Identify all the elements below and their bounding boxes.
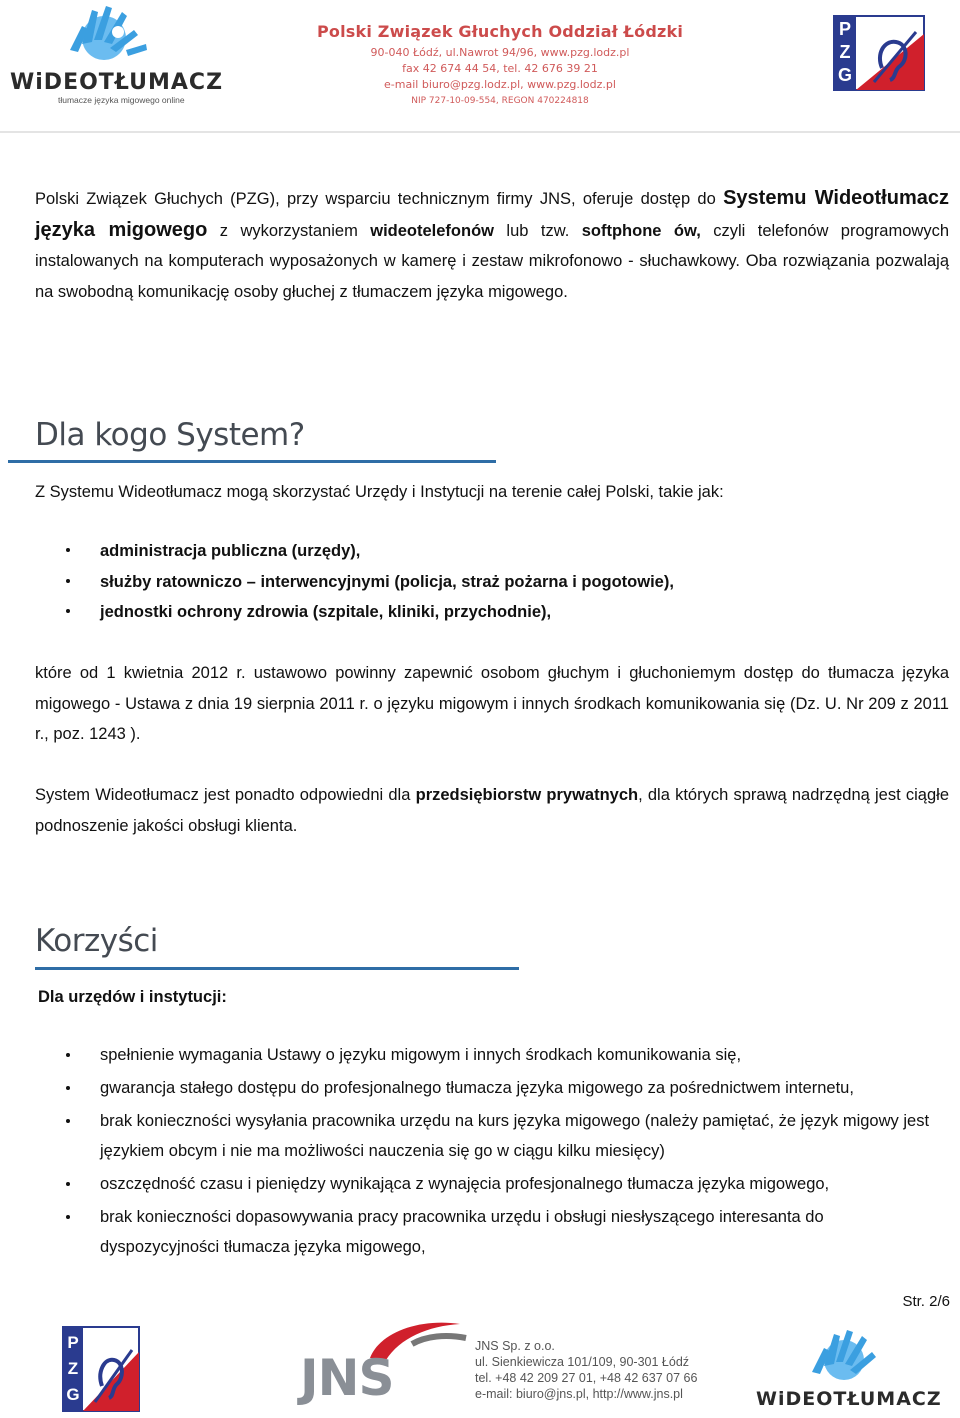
intro-system-name: Systemu Wideotłumacz języka migowego xyxy=(35,187,949,241)
wideotlumacz-wordmark: WiDEOTŁUMACZ xyxy=(756,1388,942,1410)
page-number: Str. 2/6 xyxy=(902,1293,950,1310)
private-companies-bold: przedsiębiorstw prywatnych xyxy=(415,786,639,804)
pzg-logo-letters: PZG xyxy=(837,19,852,85)
list-item-text: brak konieczności wysyłania pracownika urzędu na kurs języka migowego (należy pamiętać, że język migowy jest językiem obcym i nie ma możliwości nauczenia się go w ciągu kilku miesięcy) xyxy=(100,1112,930,1160)
heading-underline xyxy=(8,460,496,463)
section-heading-for-whom: Dla kogo System? xyxy=(35,417,305,453)
bullet-icon xyxy=(66,1182,70,1186)
list-item-text: brak konieczności dopasowywania pracy pracownika urzędu i obsługi niesłyszącego interesanta do dyspozycyjności tłumacza języka migowego, xyxy=(100,1208,824,1256)
section1-lead: Z Systemu Wideotłumacz mogą skorzystać Urzędy i Instytucji na terenie całej Polski, takie jak: xyxy=(35,483,724,501)
list-item-text: służby ratowniczo – interwencyjnymi (policja, straż pożarna i pogotowie), xyxy=(100,572,674,591)
bullet-icon xyxy=(66,609,70,613)
law-paragraph: które od 1 kwietnia 2012 r. ustawowo powinny zapewnić osobom głuchym i głuchoniemym dostęp do tłumacza języka migowego - Ustawa z dnia 19 sierpnia 2011 r. o języku migowym i innych środkach komunikowania się (Dz. U. Nr 209 z 2011 r., poz. 1243 ). xyxy=(35,664,949,743)
institutions-list xyxy=(66,536,936,628)
bullet-icon xyxy=(66,1119,70,1123)
pzg-logo xyxy=(832,14,926,92)
jns-phones: tel. +48 42 209 27 01, +48 42 637 07 66 xyxy=(475,1371,698,1385)
bullet-icon xyxy=(66,548,70,552)
benefits-subheading: Dla urzędów i instytucji: xyxy=(38,988,227,1006)
private-text-1: System Wideotłumacz jest ponadto odpowiedni dla xyxy=(35,786,416,804)
org-name: Polski Związek Głuchych Oddział Łódzki xyxy=(316,22,684,41)
list-item-text: administracja publiczna (urzędy), xyxy=(100,542,361,560)
jns-company: JNS Sp. z o.o. xyxy=(475,1339,555,1353)
pzg-logo-letters: PZG xyxy=(66,1333,80,1404)
intro-text-2: z wykorzystaniem xyxy=(207,221,371,240)
private-text-2: , dla których sprawą nadrzędną jest ciągłe podnoszenie jakości obsługi klienta. xyxy=(35,786,949,835)
private-companies-paragraph xyxy=(35,780,949,841)
header-divider xyxy=(0,131,960,133)
list-item xyxy=(66,567,936,598)
list-item xyxy=(66,1040,936,1070)
section-heading-benefits: Korzyści xyxy=(35,923,158,959)
org-address: 90-040 Łódź, ul.Nawrot 94/96, www.pzg.lodz.pl xyxy=(370,46,630,59)
list-item-text: jednostki ochrony zdrowia (szpitale, kliniki, przychodnie), xyxy=(100,603,552,621)
heading-underline xyxy=(35,967,519,970)
hands-icon xyxy=(752,1328,952,1390)
list-item xyxy=(66,1169,936,1199)
list-item xyxy=(66,597,936,628)
list-item xyxy=(66,536,936,567)
org-fax-tel: fax 42 674 44 54, tel. 42 676 39 21 xyxy=(402,62,598,75)
footer-pzg-logo xyxy=(62,1326,140,1412)
jns-logo xyxy=(300,1314,470,1410)
list-item xyxy=(66,1073,936,1103)
jns-contact-block xyxy=(475,1338,697,1402)
benefits-list xyxy=(66,1040,936,1265)
intro-text-4: czyli telefonów programowych instalowanych na komputerach wyposażonych w kamerę i zestaw mikrofonowo - słuchawkowy. Oba rozwiązania pozwalają na swobodną komunikację osoby głuchej z tłumaczem języka migowego. xyxy=(35,221,949,301)
bullet-icon xyxy=(66,1053,70,1057)
org-email: e-mail biuro@pzg.lodz.pl, www.pzg.lodz.pl xyxy=(384,78,616,91)
list-item-text: spełnienie wymagania Ustawy o języku migowym i innych środkach komunikowania się, xyxy=(100,1046,742,1064)
list-item-text: gwarancja stałego dostępu do profesjonalnego tłumacza języka migowego za pośrednictwem internetu, xyxy=(100,1079,854,1097)
wideotlumacz-tagline: tłumacze języka migowego online xyxy=(58,95,185,105)
intro-text-3: lub tzw. xyxy=(494,221,582,240)
wideotlumacz-logo xyxy=(6,4,236,104)
intro-softphones: softphone ów, xyxy=(581,221,701,240)
header-contact-block xyxy=(300,22,700,109)
jns-wordmark: JNS xyxy=(300,1349,394,1407)
jns-contact: e-mail: biuro@jns.pl, http://www.jns.pl xyxy=(475,1387,683,1401)
bullet-icon xyxy=(66,1215,70,1219)
list-item xyxy=(66,1106,936,1166)
intro-text-1: Polski Związek Głuchych (PZG), przy wsparciu technicznym firmy JNS, oferuje dostęp do xyxy=(35,190,724,208)
intro-paragraph xyxy=(35,183,949,307)
intro-videophones: wideotelefonów xyxy=(370,221,494,240)
bullet-icon xyxy=(66,579,70,583)
list-item xyxy=(66,1202,936,1262)
org-nip-regon: NIP 727-10-09-554, REGON 470224818 xyxy=(411,96,589,106)
jns-address: ul. Sienkiewicza 101/109, 90-301 Łódź xyxy=(475,1355,690,1369)
list-item-text: oszczędność czasu i pieniędzy wynikająca z wynajęcia profesjonalnego tłumacza języka migowego, xyxy=(100,1175,830,1193)
footer-wideotlumacz-logo xyxy=(752,1328,952,1414)
wideotlumacz-wordmark: WiDEOTŁUMACZ xyxy=(10,70,224,95)
bullet-icon xyxy=(66,1086,70,1090)
